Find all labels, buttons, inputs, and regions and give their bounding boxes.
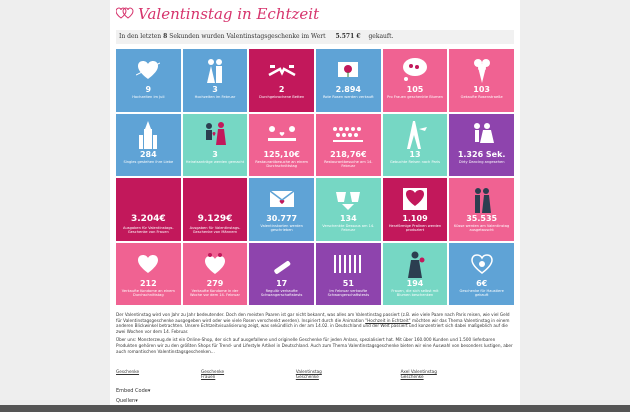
stat-tile	[316, 114, 381, 177]
stat-label: Dirty Dancing angesehen	[458, 159, 505, 164]
kissing-couple-icon	[449, 184, 514, 214]
wedding-couple-icon	[183, 55, 248, 85]
dancing-couple-icon	[449, 120, 514, 150]
stat-tile	[449, 178, 514, 241]
footer-bar	[0, 405, 630, 412]
stat-tile	[183, 114, 248, 177]
proposal-icon	[183, 120, 248, 150]
stat-label: Pro Frauen geschenkte Blumen	[387, 95, 443, 99]
stat-value: 194	[406, 278, 424, 288]
link-geschenke[interactable]: Geschenke	[116, 369, 140, 374]
heart-chocolate-icon	[383, 184, 448, 214]
stat-label: Ausgaben für Valentinstags-Geschenke von Männern	[189, 226, 241, 235]
double-heart-icon	[116, 7, 134, 22]
crowd-dinner-icon	[316, 120, 381, 150]
intro-paragraph	[116, 312, 514, 334]
stat-value: 6€	[476, 278, 488, 288]
stat-label: Verkaufte Kondome in der Woche vor dem 14. Februar	[190, 288, 240, 297]
related-links	[116, 369, 514, 379]
stat-value: 212	[139, 278, 157, 288]
stat-label: Verkaufte Kondome an einem Durchschnittstag	[121, 288, 175, 297]
stat-value: 1.326 Sek.	[457, 149, 506, 159]
stat-label: Küsse werden am Valentinstag ausgetauscht	[454, 224, 510, 233]
pregnancy-tests-icon	[316, 249, 381, 279]
stat-tile	[316, 49, 381, 112]
caret-down-icon: ▾	[147, 388, 151, 394]
stat-value: 105	[406, 85, 424, 94]
stat-value: 3	[212, 149, 218, 159]
none	[116, 184, 181, 214]
stat-value: 9	[145, 85, 152, 94]
stat-label: Verschenkte Dessous am 14. Februar	[322, 224, 375, 233]
link-axel-geschenke[interactable]: Axel Valentinstag Geschenke	[400, 369, 437, 379]
stat-label: Gebuchte Reisen nach Paris	[389, 159, 441, 164]
stat-label: Herzförmige Pralinen werden produziert	[388, 224, 442, 233]
stat-tile	[116, 243, 181, 306]
stat-label: Ausgaben für Valentinstags-Geschenke von Frauen	[123, 226, 174, 235]
bouquet-icon	[449, 55, 514, 85]
link-geschenke-frauen[interactable]: Geschenke Frauen	[201, 369, 225, 379]
animation-link[interactable]: "Hochzeit in Echtzeit"	[365, 317, 411, 323]
pet-heart-icon	[449, 249, 514, 279]
stat-tile	[383, 114, 448, 177]
intro-text	[116, 312, 514, 357]
stat-tile	[116, 49, 181, 112]
stat-tile	[183, 243, 248, 306]
site-logo[interactable]	[116, 4, 319, 24]
dinner-icon	[249, 120, 314, 150]
stat-value: 2.894	[335, 85, 361, 94]
intro-part-2: möchten wir das Thema Valentinstag in einem anderen Blickwinkel betrachten. Unsere Echtzeitvisualisierung zeigt, was sekündlich in der am 14.02. in Deutschland und der Welt passiert und konzentriert sich dabei maßgeblich auf die zwei Wochen vor dem 14. Februar.	[116, 317, 510, 334]
stat-label: Heiratsanträge werden gemacht	[185, 159, 245, 164]
stats-grid	[116, 49, 514, 305]
stat-label: Restaurantbesuche an einem Durchschnittstag	[255, 159, 309, 168]
live-counter	[116, 30, 514, 44]
page	[110, 0, 520, 412]
lingerie-icon	[316, 184, 381, 214]
stat-tile	[449, 49, 514, 112]
stat-label: Regulär verkaufte Schwangerschaftstests	[260, 288, 303, 297]
none	[183, 184, 248, 214]
heart-flowers-icon	[183, 249, 248, 279]
stat-label: Singles gestehen ihre Liebe	[123, 159, 174, 164]
castle-icon	[116, 120, 181, 150]
stat-tile	[316, 178, 381, 241]
stat-value: 284	[139, 149, 157, 159]
stat-value: 1.109	[402, 214, 428, 223]
stat-tile	[383, 49, 448, 112]
stat-value: 218,76€	[330, 149, 367, 159]
stat-value: 279	[206, 278, 224, 288]
counter-suffix: gekauft.	[368, 33, 394, 40]
broken-bed-icon	[249, 55, 314, 85]
stat-value: 134	[339, 214, 357, 223]
stat-value: 103	[473, 85, 490, 94]
stat-value: 2	[278, 85, 285, 94]
site-title: Valentinstag in Echtzeit	[138, 5, 320, 23]
stat-label: Restaurantbesuche am 14. Februar	[324, 159, 373, 168]
stat-label: Geschenke für Haustiere gekauft	[459, 288, 504, 297]
link-valentinstag-geschenke[interactable]: Valentinstag Geschenke	[295, 369, 322, 379]
sources-label: Quellen	[116, 398, 136, 404]
stat-value: 13	[409, 149, 421, 159]
stat-tile	[449, 114, 514, 177]
stat-value: 30.777	[266, 214, 298, 223]
arrow-heart-icon	[116, 55, 181, 85]
heart-icon	[116, 249, 181, 279]
stat-tile	[249, 178, 314, 241]
stat-value: 35.535	[466, 214, 498, 223]
stat-value: 3	[212, 85, 218, 94]
stat-value: 9.129€	[197, 214, 233, 224]
stat-tile	[183, 49, 248, 112]
stat-tile	[116, 178, 181, 241]
stat-tile	[316, 243, 381, 306]
intro-part-1: Der Valentinstag wird von Jahr zu Jahr bedeutender. Doch den meisten Paaren ist gar nicht bekannt, was alles am Valentinstag passiert (z.B. wie viele Paare nach Paris reisen, wie viel Geld für Valentinstagsgeschenke ausgegeben wird oder wie viele Rosen verschenkt werden). Inspiriert durch die Animation	[116, 312, 510, 323]
stat-label: Rote Rosen werden verkauft	[322, 95, 374, 99]
stat-label: Durchgebrochene Betten	[259, 95, 305, 99]
stat-tile	[249, 243, 314, 306]
eiffel-tower-icon	[383, 120, 448, 150]
counter-prefix: In den letzten	[119, 33, 162, 40]
stat-label: Gekaufte Rosenstraeße	[460, 95, 503, 99]
stat-label: Valentinskarten werden geschrieben	[260, 224, 303, 233]
stat-tile	[449, 243, 514, 306]
stat-label: Hochzeiten im Februar	[194, 95, 236, 99]
stat-value: 125,10€	[263, 149, 300, 159]
thought-bubble-icon	[383, 55, 448, 85]
stat-tile	[249, 49, 314, 112]
stat-tile	[183, 178, 248, 241]
stat-tile	[249, 114, 314, 177]
stat-value: 17	[276, 278, 288, 288]
woman-flower-icon	[383, 249, 448, 279]
stat-label: Frauen, die sich selbst mit Blumen beschenken	[391, 288, 439, 297]
stat-tile	[383, 243, 448, 306]
about-paragraph: Über uns: Monsterzeug.de ist ein Online-Shop, der sich auf ausgefallene und originelle Geschenke für jeden Anlass, spezialisiert hat. Mit über 160.000 Kunden und 1.500 lieferbaren Produkten gehören wir zu den größten Shops für Trend- und Lifestyle Artikel in Deutschland. Auch zum Thema Valentinstagsgeschenke bieten wir eine Auswahl von besonders lustigen, aber auch romantischen Valentinstagsgeschenken...	[116, 337, 513, 354]
counter-amount: 5.571 €	[335, 33, 361, 40]
stat-tile	[116, 114, 181, 177]
sources-toggle[interactable]	[116, 398, 138, 404]
embed-label: Embed Code	[116, 388, 148, 394]
stat-value: 3.204€	[130, 214, 166, 224]
caret-down-icon: ▾	[135, 398, 138, 404]
love-letter-icon	[249, 184, 314, 214]
pregnancy-test-icon	[249, 249, 314, 279]
stat-tile	[383, 178, 448, 241]
rose-icon	[316, 55, 381, 85]
stat-value: 51	[342, 278, 354, 288]
stat-label: Hochzeiten im Juli	[132, 95, 165, 99]
stat-label: Im Februar verkaufte Schwangerschaftstests	[327, 288, 370, 297]
embed-code-toggle[interactable]	[116, 388, 150, 394]
counter-seconds: 8	[163, 33, 168, 40]
counter-middle: Sekunden wurden Valentinstagsgeschenke im Wert	[169, 33, 326, 40]
